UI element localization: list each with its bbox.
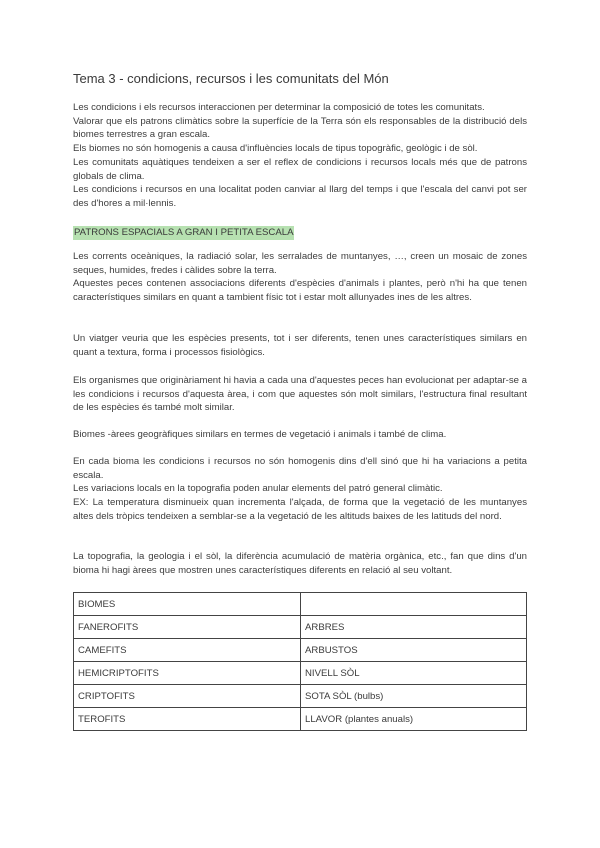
intro-paragraph: Les condicions i els recursos interaccionen per determinar la composició de totes les comunitats. [73, 102, 485, 113]
table-row [74, 616, 527, 639]
section1-block [73, 250, 527, 305]
section2-block [73, 332, 527, 359]
section2-paragraph: Un viatger veuria que les espècies presents, tot i ser diferents, tenen unes característiques similars en quant a textura, forma i processos fisiològics. [73, 333, 527, 358]
section5-paragraph: En cada bioma les condicions i recursos no són homogenis dins d'ell sinó que hi ha variacions a petita escala. [73, 456, 527, 481]
table-cell: ARBRES [301, 616, 527, 639]
intro-block [73, 101, 527, 211]
table-cell: NIVELL SÒL [301, 662, 527, 685]
table-cell: LLAVOR (plantes anuals) [301, 708, 527, 731]
table-cell: HEMICRIPTOFITS [74, 662, 301, 685]
section6-block [73, 550, 527, 577]
section4-block [73, 428, 527, 442]
intro-paragraph: Els biomes no són homogenis a causa d'influències locals de tipus topogràfic, geològic i de sòl. [73, 143, 478, 155]
table-row [74, 685, 527, 708]
table-cell: SOTA SÒL (bulbs) [301, 685, 527, 708]
section-heading-wrap [73, 222, 294, 240]
intro-paragraph: Les comunitats aquàtiques tendeixen a ser el reflex de condicions i recursos locals més que de patrons globals de clima. [73, 156, 527, 182]
intro-paragraph: Les condicions i recursos en una localitat poden canviar al llarg del temps i que l'escala del canvi pot ser des d'hores a mil·lennis. [73, 184, 527, 209]
table-cell: CRIPTOFITS [74, 685, 301, 708]
section1-paragraph: Aquestes peces contenen associacions diferents d'espècies d'animals i plantes, però n'hi ha que tenen característiques similars en quant a tambient físic tot i estar molt allunyades ines de les altres. [73, 278, 527, 304]
table-row [74, 639, 527, 662]
table-cell: BIOMES [74, 593, 301, 616]
page-title: Tema 3 - condicions, recursos i les comunitats del Món [73, 71, 389, 86]
section5-paragraph: EX: La temperatura disminueix quan incrementa l'alçada, de forma que la vegetació de les muntanyes altes dels tròpics tendeixen a semblar-se a la vegetació de les altituds baixes de les latituds del nord. [73, 497, 527, 522]
section3-paragraph: Els organismes que originàriament hi havia a cada una d'aquestes peces han evolucionat per adaptar-se a les condicions i recursos d'aquesta àrea, i com que aquestes són molt similars, l'estructura final resultant de les espècies és també molt similar. [73, 375, 527, 414]
section6-paragraph: La topografia, la geologia i el sòl, la diferència acumulació de matèria orgànica, etc., fan que dins d'un bioma hi hagi àrees que mostren unes característiques diferents en relació al seu voltant. [73, 551, 527, 576]
section1-paragraph: Les corrents oceàniques, la radiació solar, les serralades de muntanyes, …, creen un mosaic de zones seques, humides, fredes i càlides sobre la terra. [73, 251, 527, 276]
table-row [74, 593, 527, 616]
section5-block [73, 455, 527, 524]
biomes-definition: Biomes -àrees geogràfiques similars en termes de vegetació i animals i també de clima. [73, 429, 447, 440]
table-cell: FANEROFITS [74, 616, 301, 639]
table-cell: ARBUSTOS [301, 639, 527, 662]
table-cell [301, 593, 527, 616]
section3-block [73, 374, 527, 415]
table-row [74, 662, 527, 685]
table-row [74, 708, 527, 731]
section-heading: PATRONS ESPACIALS A GRAN I PETITA ESCALA [74, 227, 294, 238]
biomes-table [73, 592, 527, 731]
section5-paragraph: Les variacions locals en la topografia poden anular elements del patró general climàtic. [73, 483, 443, 495]
table-cell: TEROFITS [74, 708, 301, 731]
table-cell: CAMEFITS [74, 639, 301, 662]
intro-paragraph: Valorar que els patrons climàtics sobre la superfície de la Terra són els responsables de la distribució dels biomes terrestres a gran escala. [73, 115, 527, 141]
